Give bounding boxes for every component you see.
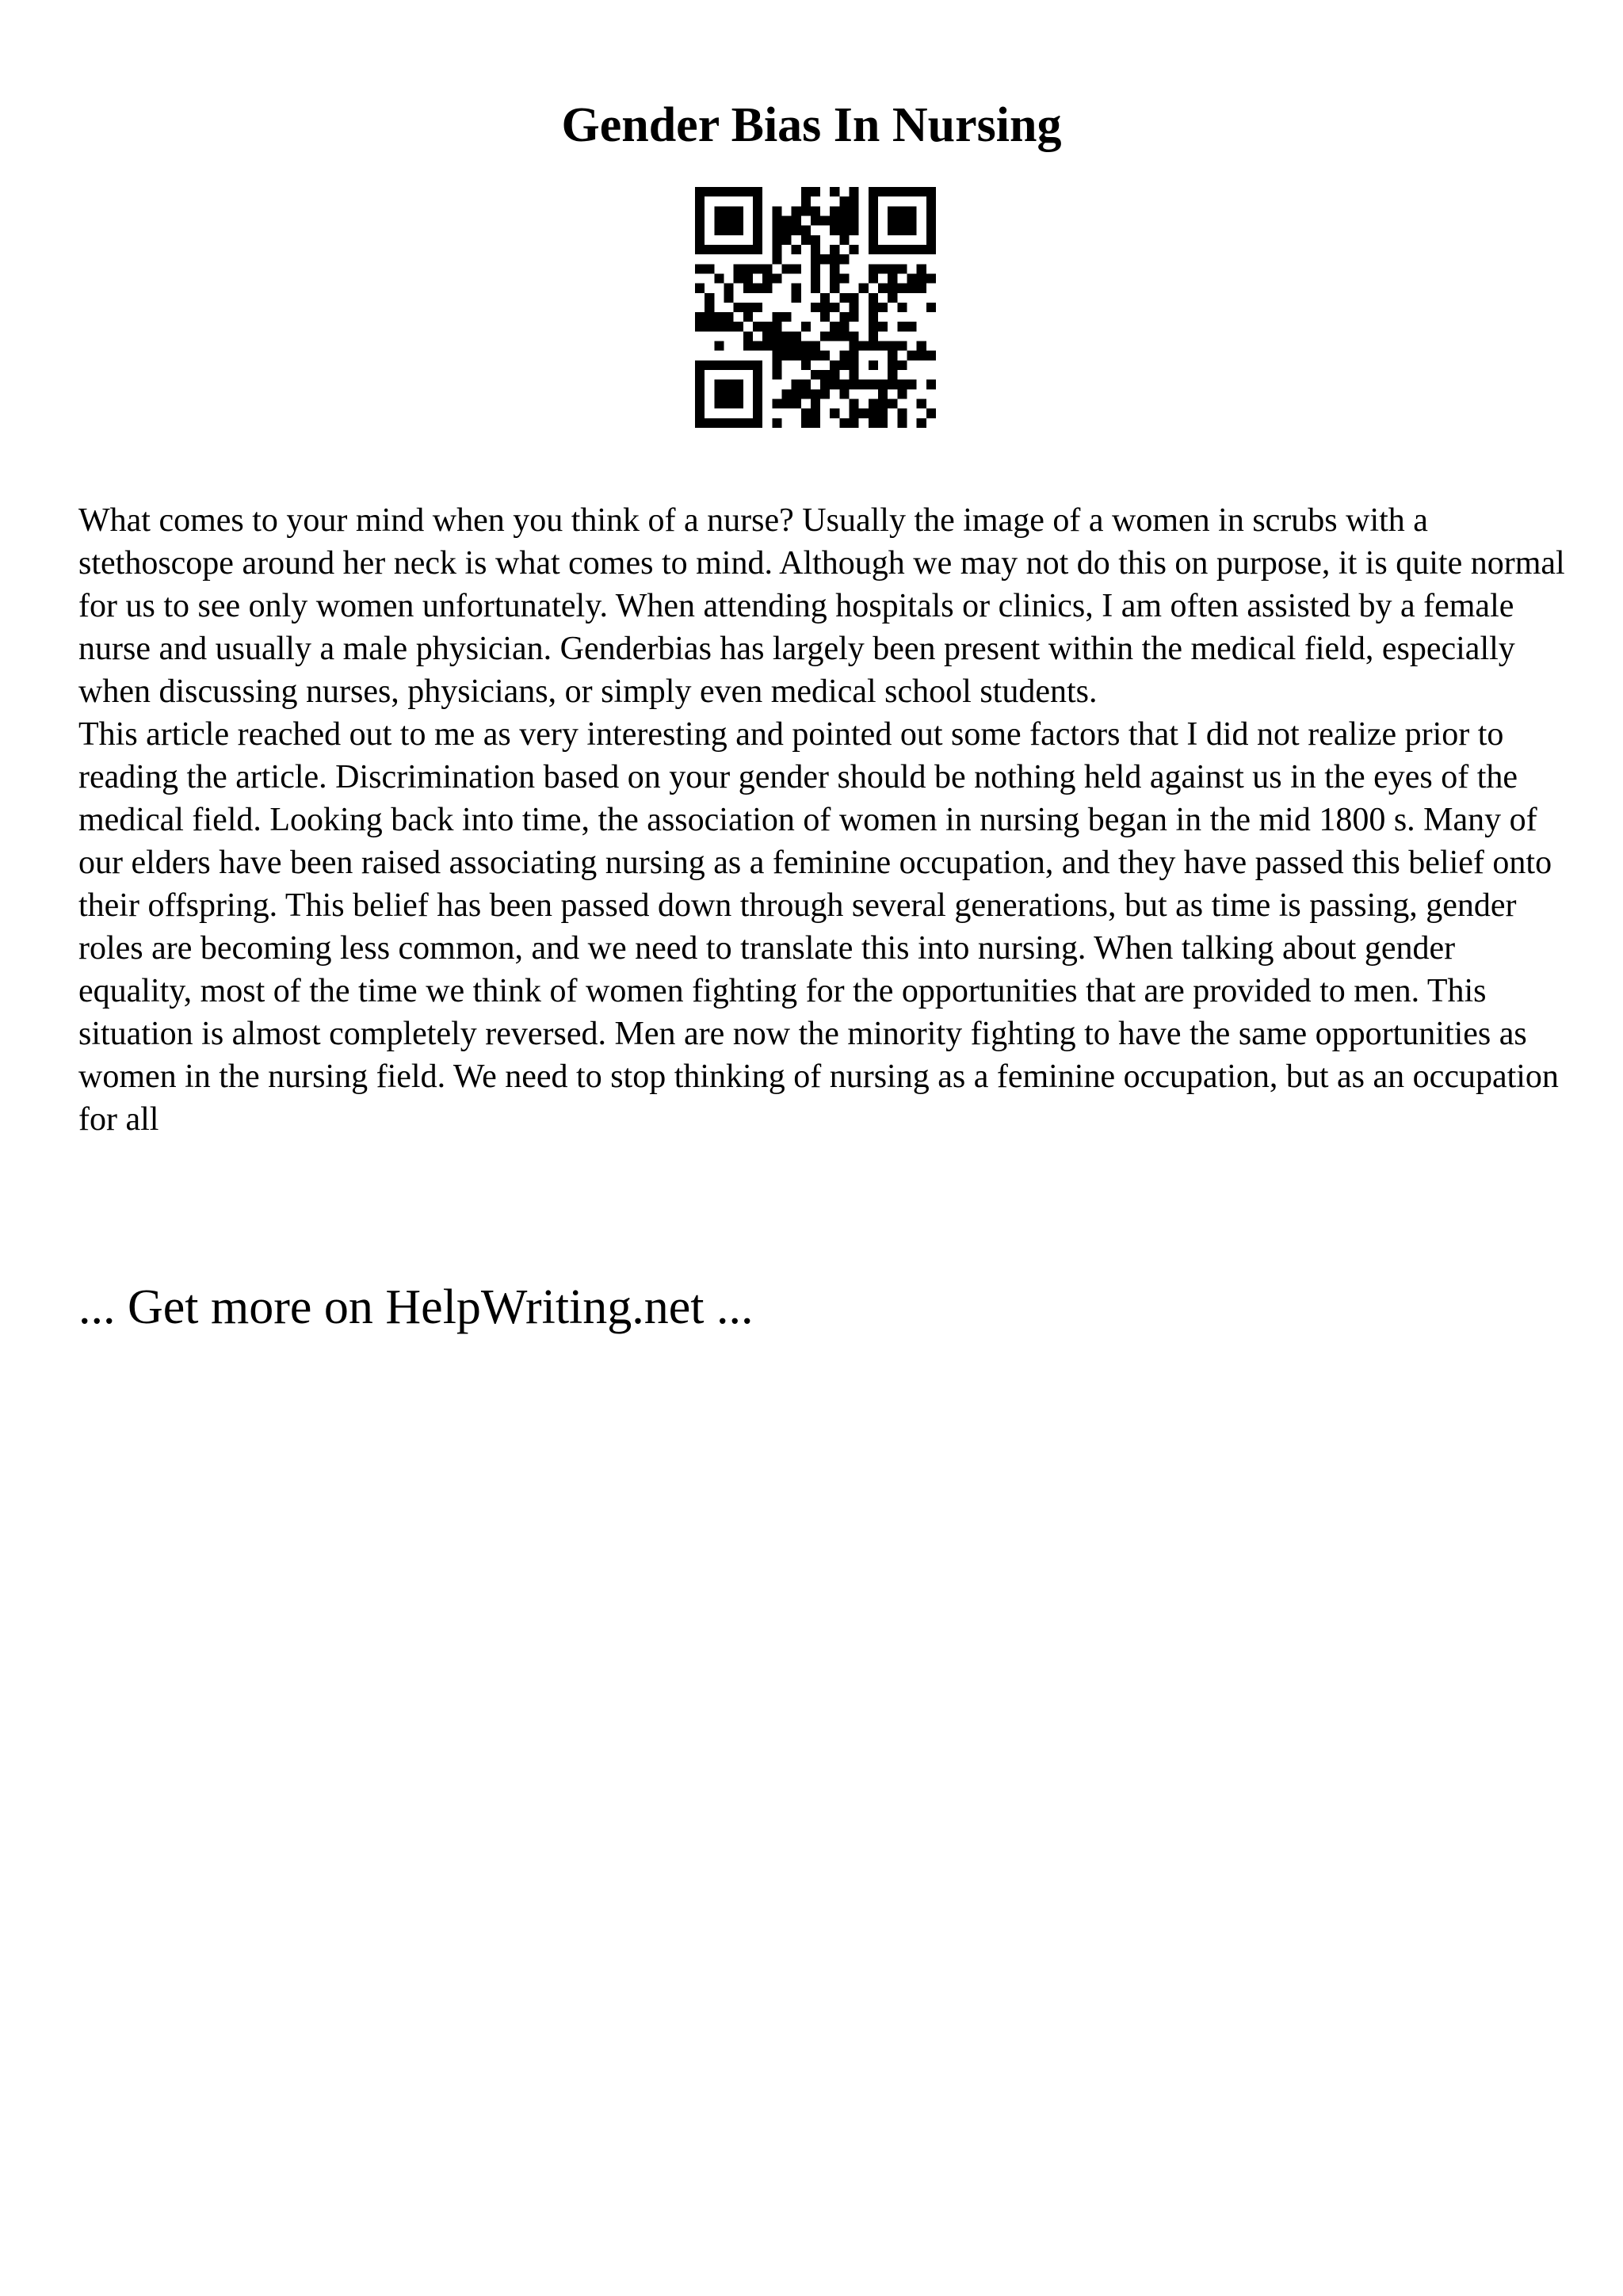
article-body: [78, 499, 1568, 1141]
get-more-link[interactable]: ... Get more on HelpWriting.net ...: [78, 1280, 754, 1334]
article-paragraph-2: This article reached out to me as very interesting and pointed out some factors that I did not realize prior to reading the article. Discrimination based on your gender should be nothing held against us in the eyes of the medical field. Looking back into time, the association of women in nursing began in the mid 1800 s. Many of our elders have been raised associating nursing as a feminine occupation, and they have passed this belief onto their offspring. This belief has been passed down through several generations, but as time is passing, gender roles are becoming less common, and we need to translate this into nursing. When talking about gender equality, most of the time we think of women fighting for the opportunities that are provided to men. This situation is almost completely reversed. Men are now the minority fighting to have the same opportunities as women in the nursing field. We need to stop thinking of nursing as a feminine occupation, but as an occupation for all: [78, 716, 1559, 1138]
qr-code-icon[interactable]: [695, 187, 936, 428]
page-title: Gender Bias In Nursing: [561, 98, 1062, 152]
article-paragraph-1: What comes to your mind when you think of a nurse? Usually the image of a women in scrubs with a stethoscope around her neck is what comes to mind. Although we may not do this on purpose, it is quite normal for us to see only women unfortunately. When attending hospitals or clinics, I am often assisted by a female nurse and usually a male physician. Genderbias has largely been present within the medical field, especially when discussing nurses, physicians, or simply even medical school students.: [78, 502, 1565, 710]
